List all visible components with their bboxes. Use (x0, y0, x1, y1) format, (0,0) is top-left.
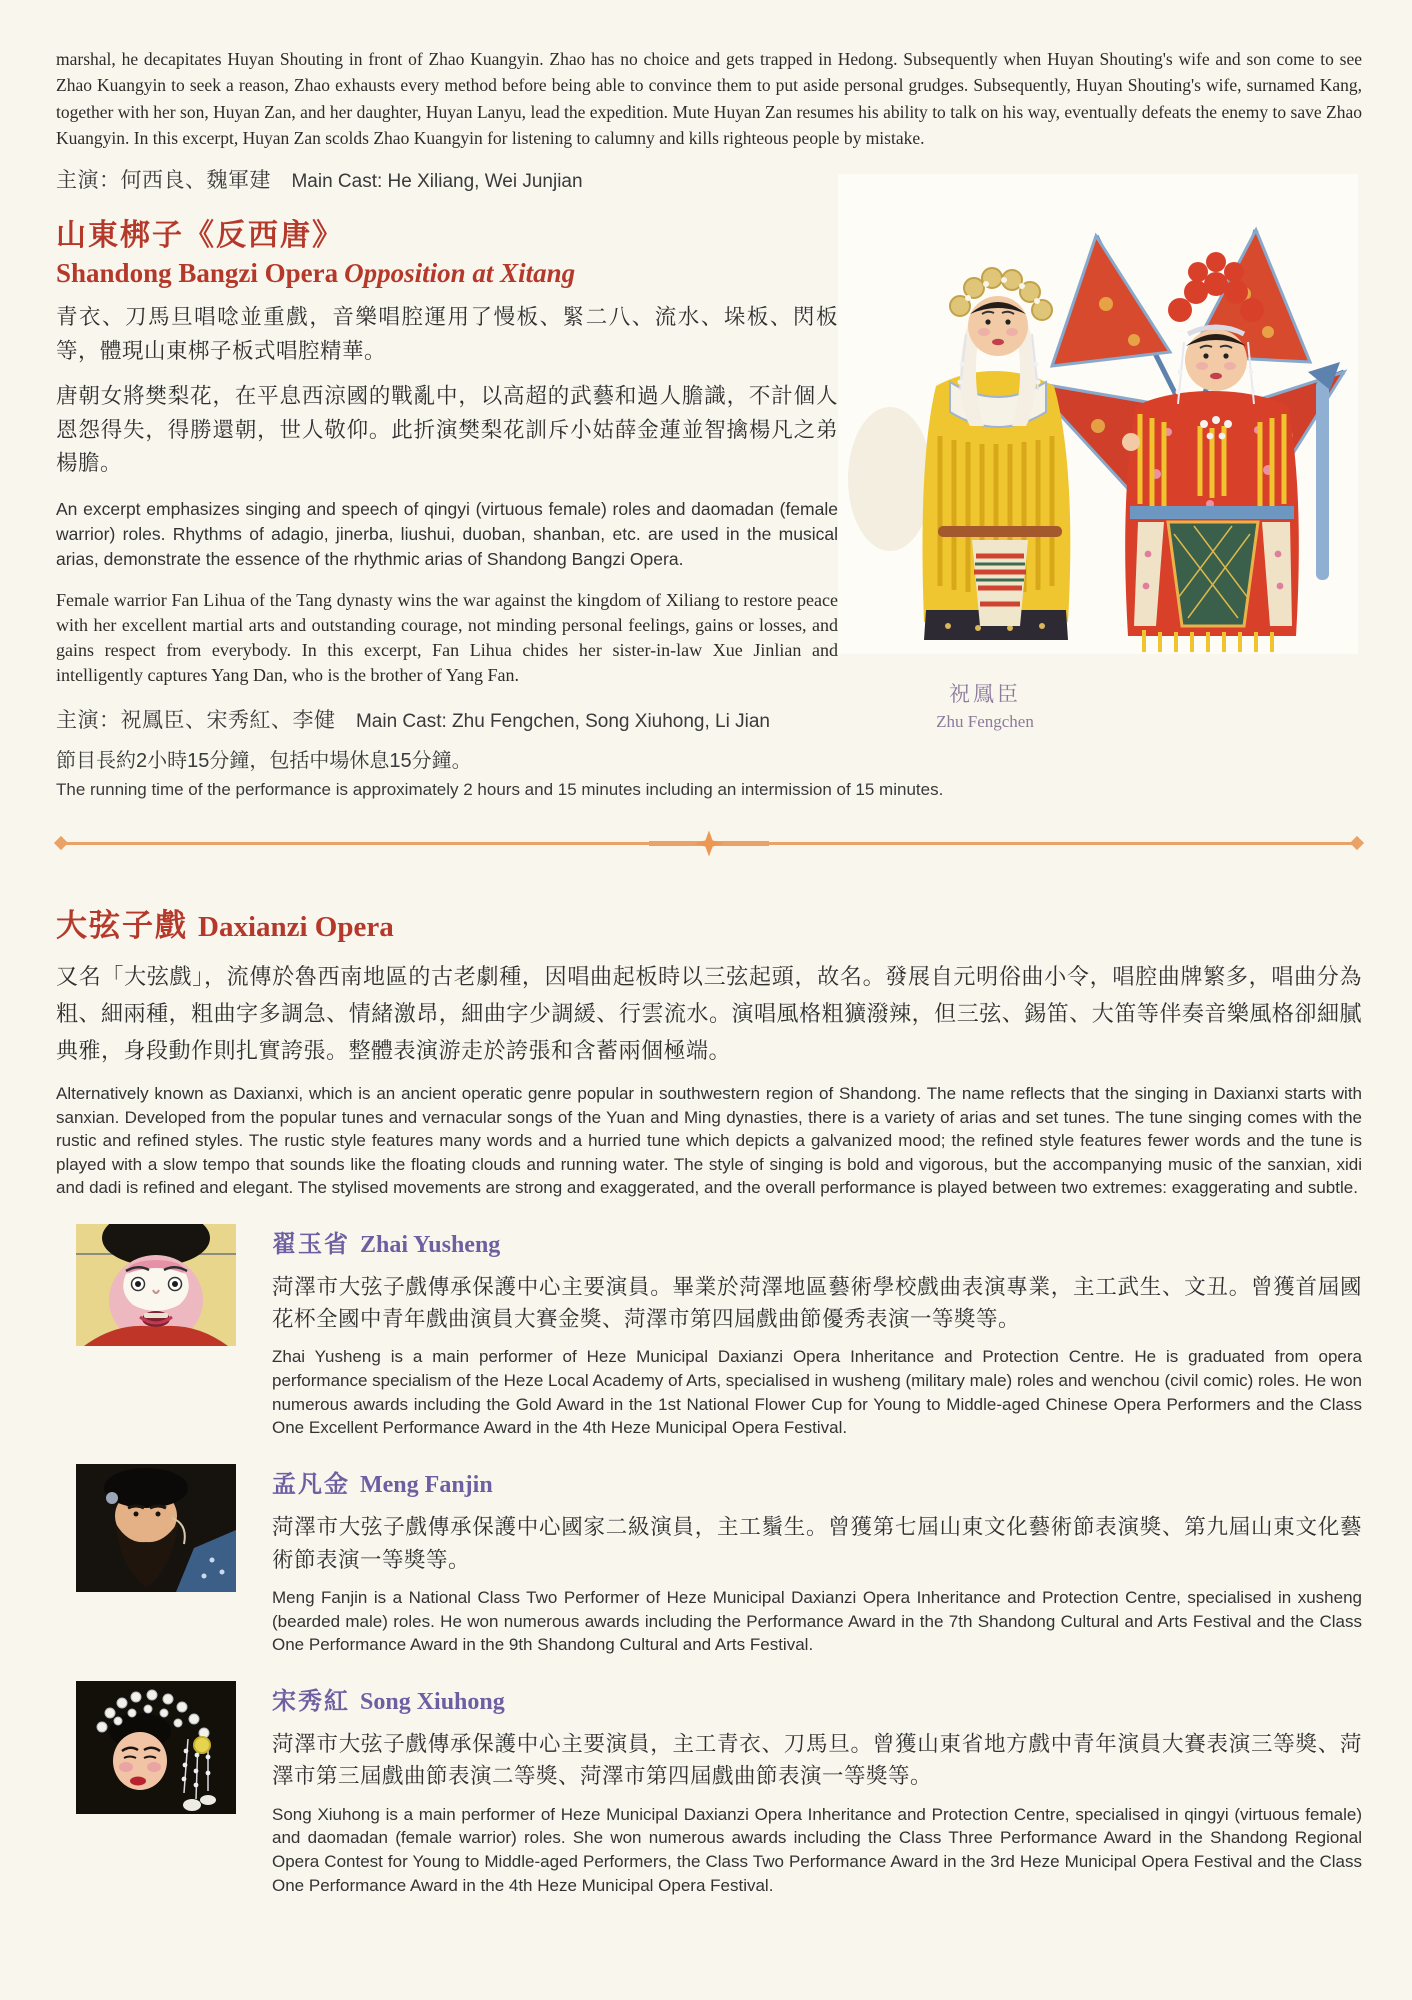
daxianzi-section-title (56, 900, 1362, 945)
running-time-note (56, 744, 1362, 800)
performer-name-zh: 宋秀紅 (272, 1688, 350, 1716)
performer-name (272, 1224, 1362, 1259)
performer-bio-zh: 菏澤市大弦子戲傳承保護中心主要演員，主工青衣、刀馬旦。曾獲山東省地方戲中青年演員大賽表演三等獎、菏澤市第三屆戲曲節表演二等獎、菏澤市第四屆戲曲節表演一等獎等。 (272, 1732, 1362, 1789)
cast-label-zh: 主演：何西良、魏軍建 (56, 169, 271, 192)
song-xiuhong-photo (76, 1681, 236, 1898)
zhai-yusheng-photo (76, 1224, 236, 1441)
daxianzi-title-zh: 大弦子戲 (56, 908, 188, 944)
meng-fanjin-photo (76, 1464, 236, 1657)
performer-name-en: Zhai Yusheng (360, 1231, 501, 1258)
cast-line-bangzi (56, 704, 838, 734)
daxianzi-paragraph-en: Alternatively known as Daxianxi, which is an ancient operatic genre popular in southwestern region of Shandong. The name reflects that the singing in Daxianxi starts with sanxian. Developed from the popular tunes and vernacular songs of the Yuan and Ming dynasties, there is a variety of arias and set tunes. The tune singing comes with the rustic and refined styles. The rustic style features many words and a hurried tune which depicts a galvanized mood; the refined style features fewer words and the tune is played with a slow tempo that sounds like the floating clouds and running water. The style of singing is bold and vigorous, but the accompanying music of the sanxian, xidi and dadi is refined and elegant. The stylised movements are strong and exaggerated, and the overall performance is played between two extremes: exaggerating and subtle. (56, 1084, 1362, 1198)
running-time-zh: 節目長約2小時15分鐘，包括中場休息15分鐘。 (56, 750, 472, 773)
bangzi-title-en (56, 258, 838, 289)
performer-name-en: Meng Fanjin (360, 1472, 493, 1499)
bangzi-paragraph-en-1: An excerpt emphasizes singing and speech of qingyi (virtuous female) roles and daomadan (female warrior) roles. Rhythms of adagio, jinerba, liushui, duoban, shanban, etc. are used in the musical arias, demonstrate the essence of the rhythmic arias of Shandong Bangzi Opera. (56, 498, 838, 569)
bangzi-photo-column (838, 174, 1362, 734)
running-time-en: The running time of the performance is approximately 2 hours and 15 minutes including an intermission of 15 minutes. (56, 780, 944, 800)
divider-diamond-icon (694, 830, 724, 856)
song-xiuhong-text (272, 1681, 1362, 1898)
performer-bio-zhai-yusheng (56, 1224, 1362, 1441)
photo-caption-zh: 祝鳳臣 (949, 683, 1021, 706)
bangzi-section (56, 210, 1362, 734)
cast-label-en: Main Cast: He Xiliang, Wei Junjian (291, 171, 583, 192)
photo-caption-en: Zhu Fengchen (936, 712, 1034, 731)
performer-bio-song-xiuhong (56, 1681, 1362, 1898)
bangzi-title-en-prefix: Shandong Bangzi Opera (56, 258, 339, 288)
bangzi-paragraph-zh-1: 青衣、刀馬旦唱唸並重戲，音樂唱腔運用了慢板、緊二八、流水、垛板、閃板等，體現山東梆子板式唱腔精華。 (56, 305, 838, 363)
divider-left-tip-icon (54, 836, 68, 850)
performer-name-en: Song Xiuhong (360, 1689, 505, 1716)
bangzi-cast-en: Main Cast: Zhu Fengchen, Song Xiuhong, Li Jian (355, 711, 770, 733)
zhai-yusheng-text (272, 1224, 1362, 1441)
performer-name (272, 1681, 1362, 1716)
performer-bio-zh: 菏澤市大弦子戲傳承保護中心國家二級演員，主工鬚生。曾獲第七屆山東文化藝術節表演獎、第九屆山東文化藝術節表演一等獎等。 (272, 1515, 1362, 1572)
section-divider (56, 830, 1362, 856)
meng-fanjin-text (272, 1464, 1362, 1657)
intro-paragraph: marshal, he decapitates Huyan Shouting in front of Zhao Kuangyin. Zhao has no choice and gets trapped in Hedong. Subsequently when Huyan Shouting's wife and son come to see Zhao Kuangyin to seek a reason, Zhao exhausts every method before being able to convince them to put aside personal grudges. Subsequently, Huyan Shouting's wife, surnamed Kang, together with her son, Huyan Zan, and her daughter, Huyan Lanyu, lead the expedition. Mute Huyan Zan resumes his ability to talk on his way, eventually defeats the enemy to save Zhao Kuangyin. In this excerpt, Huyan Zan scolds Zhao Kuangyin for listening to calumny and kills righteous people by mistake. (56, 49, 1362, 148)
performer-name-zh: 孟凡金 (272, 1471, 350, 1499)
divider-right-tip-icon (1350, 836, 1364, 850)
daxianzi-title-en: Daxianzi Opera (198, 911, 394, 944)
bangzi-section-title (56, 210, 838, 289)
daxianzi-paragraph-zh: 又名「大弦戲」，流傳於魯西南地區的古老劇種，因唱曲起板時以三弦起頭，故名。發展自元明俗曲小令，唱腔曲牌繁多，唱曲分為粗、細兩種，粗曲字多調急、情緒激昂，細曲字少調緩、行雲流水。演唱風格粗獷潑辣，但三弦、錫笛、大笛等伴奏音樂風格卻細膩典雅，身段動作則扎實誇張。整體表演游走於誇張和含蓄兩個極端。 (56, 964, 1362, 1064)
bangzi-text-column (56, 210, 838, 734)
performer-bio-en: Song Xiuhong is a main performer of Heze Municipal Daxianzi Opera Inheritance and Protection Centre, specialised in qingyi (virtuous female) and daomadan (female warrior) roles. She won numerous awards including the Class Three Performance Award in the Shandong Regional Opera Contest for Young to Middle-aged Performers, the Class Two Performance Award in the 3rd Heze Municipal Opera Festival and the Class One Performance Award in the 4th Heze Municipal Opera Festival. (272, 1804, 1362, 1896)
bangzi-cast-zh: 主演：祝鳳臣、宋秀紅、李健 (56, 709, 336, 733)
performer-name-zh: 翟玉省 (272, 1230, 350, 1258)
performer-name (272, 1464, 1362, 1499)
bangzi-paragraph-en-2: Female warrior Fan Lihua of the Tang dynasty wins the war against the kingdom of Xiliang to restore peace with her excellent martial arts and outstanding courage, not minding personal feelings, gains or losses, and gains respect from everybody. In this excerpt, Fan Lihua chides her sister-in-law Xue Jinlian and intelligently captures Yang Dan, who is the brother of Yang Fan. (56, 589, 838, 686)
performer-bio-meng-fanjin (56, 1464, 1362, 1657)
performer-bio-zh: 菏澤市大弦子戲傳承保護中心主要演員。畢業於菏澤地區藝術學校戲曲表演專業，主工武生、文丑。曾獲首屆國花杯全國中青年戲曲演員大賽金獎、菏澤市第四屆戲曲節優秀表演一等獎等。 (272, 1274, 1362, 1331)
opera-performers-photo (838, 174, 1358, 654)
bangzi-title-zh: 山東梆子《反西唐》 (56, 219, 344, 252)
performer-bio-en: Meng Fanjin is a National Class Two Performer of Heze Municipal Daxianzi Opera Inheritance and Protection Centre, specialised in xusheng (bearded male) roles. He won numerous awards including the Performance Award in the 7th Shandong Cultural and Arts Festival and the Class One Performance Award in the 9th Shandong Cultural and Arts Festival. (272, 1587, 1362, 1655)
bangzi-paragraph-zh-2: 唐朝女將樊梨花，在平息西涼國的戰亂中，以高超的武藝和過人膽識，不計個人恩怨得失，得勝還朝，世人敬仰。此折演樊梨花訓斥小姑薛金蓮並智擒楊凡之弟楊膽。 (56, 384, 838, 476)
performer-bio-en: Zhai Yusheng is a main performer of Heze Municipal Daxianzi Opera Inheritance and Protection Centre. He is graduated from opera performance specialism of the Heze Local Academy of Arts, specialised in wusheng (military male) roles and wenchou (civil comic) roles. He won numerous awards including the Gold Award in the 1st National Flower Cup for Young to Middle-aged Chinese Opera Performers and the Class One Excellent Performance Award in the 4th Heze Municipal Opera Festival. (272, 1347, 1362, 1438)
bangzi-title-en-italic: Opposition at Xitang (344, 258, 576, 288)
photo-caption (905, 678, 1065, 732)
